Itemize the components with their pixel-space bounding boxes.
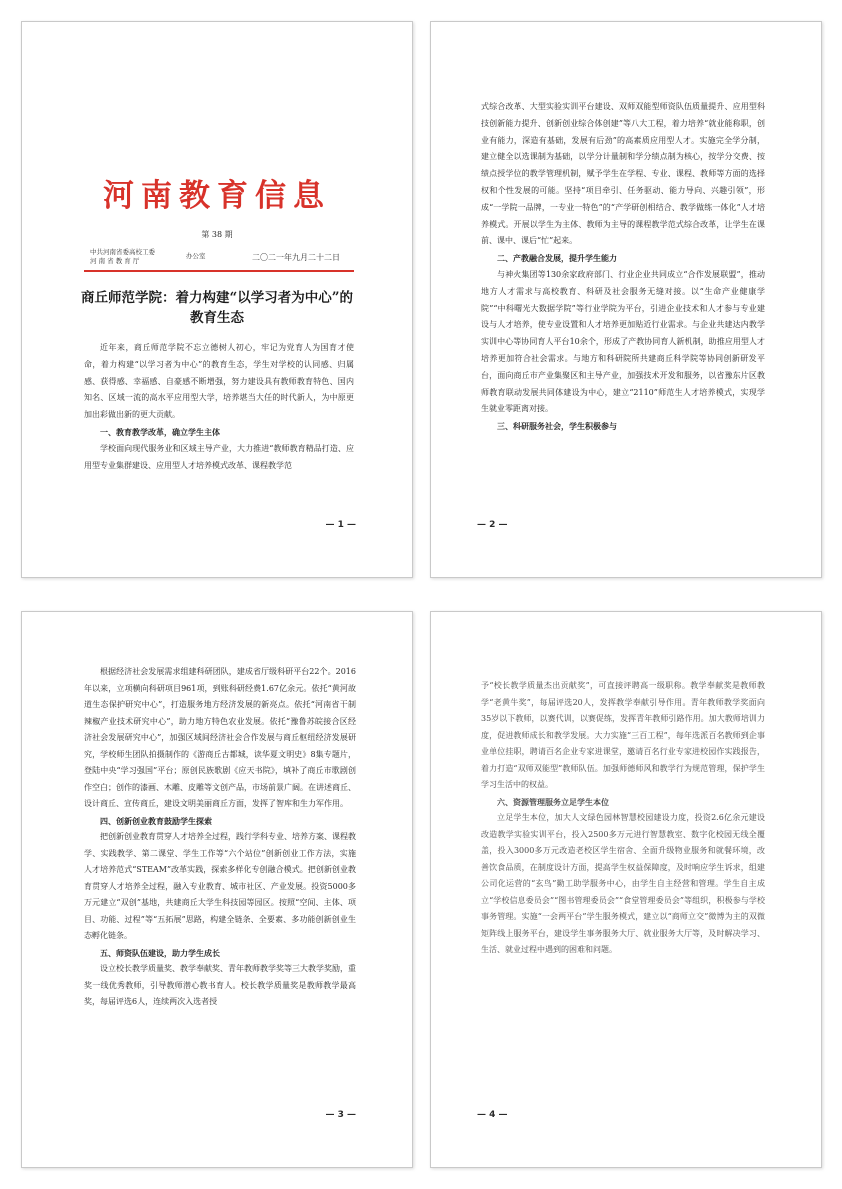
document-page-1: [21, 21, 413, 578]
document-page-2: [430, 21, 822, 578]
page-number: — 4 —: [477, 1110, 508, 1120]
section-heading: 二、产教融合发展，提升学生能力: [497, 253, 617, 264]
section-heading: 六、资源管理服务立足学生本位: [497, 796, 609, 807]
section-heading: 四、创新创业教育鼓励学生探索: [100, 815, 212, 826]
paragraph: 学校面向现代服务业和区域主导产业，大力推进“教师教育精品打造、应用型专业集群建设、应用型人才培养模式改革、课程教学范: [84, 443, 354, 470]
page-number: — 2 —: [477, 520, 508, 530]
page-body: [84, 340, 354, 474]
document-page-3: [21, 611, 413, 1168]
masthead-title: 河南教育信息: [103, 178, 331, 214]
page-body: [481, 678, 765, 959]
page-body: [481, 99, 765, 435]
paragraph: 予“校长教学质量杰出贡献奖”，可直接评聘高一级职称。教学奉献奖是教师教学“老黄牛奖”，每届评选20人，发挥教学奉献引导作用。青年教师教学奖面向35岁以下教师，以赛代训，以赛促练，发挥青年教师引路作用。加大教师培训力度，促进教师成长和教学发展。大力实施“三百工程”，每年选派百名教师到企事业单位挂职，聘请百名企业专家进课堂，邀请百名行业专家进校园作实践报告，着力打造“双师双能型”教师队伍。加强师德师风和教学行为规范管理，保护学生学习生活中的权益。: [481, 681, 765, 789]
article-title-line-1: 商丘师范学院：着力构建“以学习者为中心”的: [80, 290, 354, 306]
issue-number: 第 38 期: [201, 230, 233, 239]
paragraph: 设立校长教学质量奖、教学奉献奖、青年教师教学奖等三大教学奖励，重奖一线优秀教师，引导教师潜心教书育人。校长教学质量奖是教师教学最高奖，每届评选6人，连续两次入选者授: [84, 964, 356, 1006]
paragraph: 式综合改革、大型实验实训平台建设、双师双能型师资队伍质量提升、应用型科技创新能力提升、创新创业综合体创建”等八大工程，着力培养“就业能称职，创业有能力，深造有基础，发展有后劲”的高素质应用型人才。实施完全学分制，建立健全以选课制为基础，以学分计量制和学分绩点制为核心，按学分交费、按绩点授学位的教学管理机制，赋予学生在学程、专业、课程、教师等方面的选择权和个性发展的可能。坚持“项目牵引、任务驱动、能力导向、兴趣引领”，形成“一学院一品牌，一专业一特色”的“产学研创相结合、教学做练一体化”人才培养模式。开展以学生为主体、教师为主导的课程教学范式综合改革，让学生在课前、课中、课后“忙”起来。: [481, 102, 765, 246]
paragraph: 与神火集团等130余家政府部门、行业企业共同成立“合作发展联盟”，推动地方人才需求与高校教育、科研及社会服务无缝对接。以“生命产业健康学院”“中科曙光大数据学院”等行业学院为平台，引进企业技术和人才参与专业建设与人才培养，使专业设置和人才培养更加贴近行业需求。与企业共建达内教学实训中心等协同育人平台10余个，形成了产教协同育人新机制，助推应用型人才培养更加符合社会需求。与地方和科研院所共建商丘科学院等协同创新研发平台，面向商丘市产业集聚区和主导产业，加强技术开发和服务，以省豫东片区教师教育联动发展共同体建设为中心，建立“2110”师范生人才培养模式，实现学生就业零距离对接。: [481, 269, 765, 414]
page-number: — 1 —: [325, 520, 356, 530]
article-title: [72, 288, 362, 328]
issuer-line-1: 中共河南省委高校工委: [90, 248, 155, 256]
issuer-line-2: 河 南 省 教 育 厅: [90, 257, 140, 265]
section-heading: 三、科研服务社会，学生积极参与: [497, 421, 617, 432]
page-body: [84, 664, 356, 1011]
issue-date: 二〇二一年九月二十二日: [252, 253, 340, 262]
issuer-suffix: 办公室: [186, 252, 206, 260]
document-page-4: [430, 611, 822, 1168]
paragraph: 把创新创业教育贯穿人才培养全过程，践行学科专业、培养方案、课程教学、实践教学、第二课堂、学生工作等“六个站位”创新创业工作方法，实施人才培养范式“STEAM”改革实践，探索多样化专创融合模式。把创新创业教育贯穿人才培养全过程，融入专业教育、城市社区、产业发展。投资5000多万元建立“双创”基地，共建商丘大学生科技园等园区。按照“空间、主体、项目、功能、过程”等“五拓展”思路，构建全链条、全要素、多功能创新创业生态孵化链条。: [84, 832, 356, 940]
article-title-line-2: 教育生态: [190, 310, 244, 326]
paragraph: 根据经济社会发展需求组建科研团队，建成省厅级科研平台22个。2016年以来，立项横向科研项目961项，到账科研经费1.67亿余元。依托“黄河故道生态保护研究中心”，打造服务地方经济发展的新亮点。依托“河南省干制辣椒产业技术研究中心”，助力地方特色农业发展。依托“豫鲁苏皖接合区经济社会发展研究中心”，加强区域间经济社会合作发展与商丘枢纽经济发展研究，学校师生团队拍摄制作的《游商丘古都城，读华夏文明史》8集专题片，登陆中央“学习强国”平台；原创民族歌剧《应天书院》，填补了商丘市歌剧创作空白；创作的漆画、木雕、皮雕等文创产品，市场前景广阔。在讲述商丘、设计商丘、宣传商丘，建设文明美丽商丘方面，发挥了智库和生力军作用。: [84, 667, 356, 808]
issuer-block: [90, 248, 206, 266]
section-heading: 一、教育教学改革，确立学生主体: [100, 426, 220, 437]
paragraph: 立足学生本位，加大人文绿色园林智慧校园建设力度，投资2.6亿余元建设改造教学实验实训平台，投入2500多万元进行智慧教室、数字化校园无线全覆盖，投入3000多万元改造老校区学生宿舍、全面升级物业服务和就餐环境，改善饮食品质，在制度设计方面，提高学生权益保障度，及时响应学生诉求，组建公司化运营的“玄鸟”勤工助学服务中心，由学生自主经营和管理。学生自主成立“学校信息委员会”“图书管理委员会”“食堂管理委员会”等组织，积极参与学校事务管理。实施“一会两平台”学生服务模式，建立以“商师立交”微博为主的双微矩阵线上服务平台，建设学生事务服务大厅、就业服务大厅等，及时解决学习、生活、就业过程中遇到的困难和问题。: [481, 813, 765, 954]
red-divider: [84, 270, 354, 272]
page-number: — 3 —: [325, 1110, 356, 1120]
section-heading: 五、师资队伍建设，助力学生成长: [100, 947, 220, 958]
paragraph: 近年来，商丘师范学院不忘立德树人初心，牢记为党育人为国育才使命，着力构建“以学习者为中心”的教育生态，学生对学校的认同感、归属感、获得感、幸福感、自豪感不断增强，努力建设具有教师教育特色、国内知名、区域一流的高水平应用型大学，培养堪当大任的时代新人，为中原更加出彩做出新的更大贡献。: [84, 343, 354, 420]
